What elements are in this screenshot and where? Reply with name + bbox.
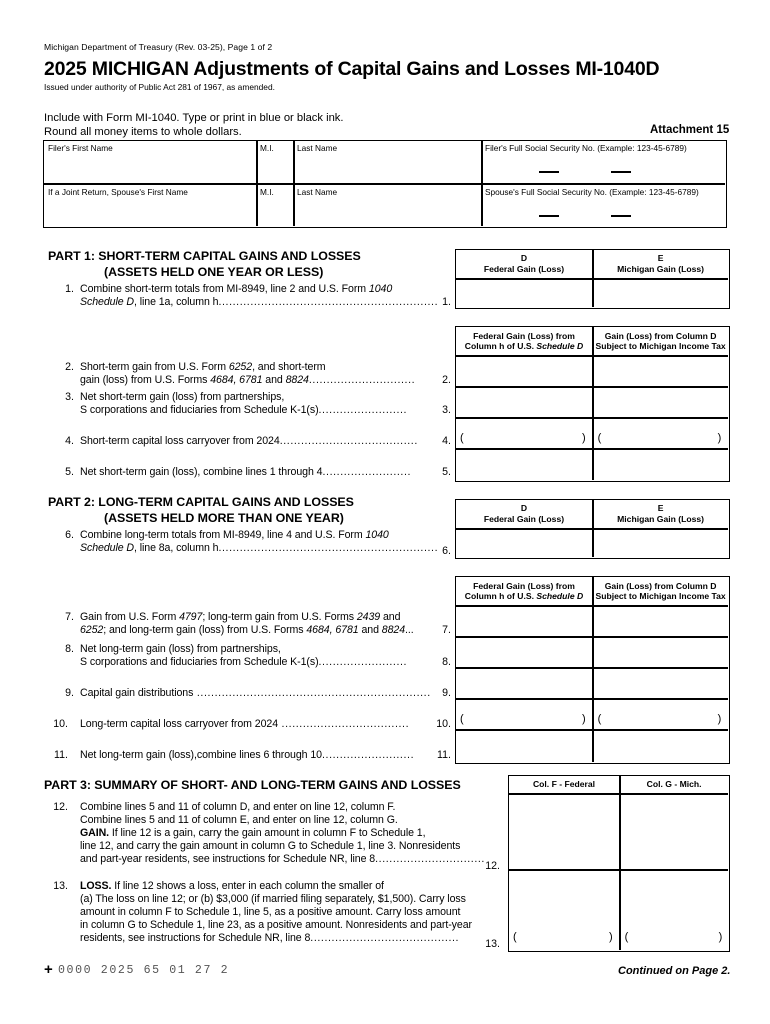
line-number: 1. [65,283,74,295]
paren-close: ) [717,712,722,725]
line-10-right-number: 10. [436,718,451,730]
paren-open: ( [597,431,602,444]
line-12-text-row2: Combine lines 5 and 11 of column E, and enter on line 12, column G. [80,814,398,826]
ssn-separator-dash [539,215,559,217]
spouse-ssn-label: Spouse's Full Social Security No. (Example: 123-45-6789) [485,186,699,197]
federal-col-line2: Column h of U.S. Schedule D [464,341,584,351]
michigan-col-line1: Gain (Loss) from Column D [604,330,717,341]
line-13-text-row5: residents, see instructions for Schedule NR, line 8.......................................... [80,932,460,944]
line-9-michigan-input[interactable] [594,669,728,698]
line-13-col-g-input[interactable] [621,871,728,950]
line-7-right-number: 7. [442,624,451,636]
line-8-text-row1: Net long-term gain (loss) from partnerships, [80,643,281,655]
line-12-text-row3 [80,827,425,839]
part1-col-d-header [456,253,592,274]
line-11-right-number: 11. [437,749,451,761]
line-2-text-row2: gain (loss) from U.S. Forms 4684, 6781 and 8824.............................. [80,374,416,386]
paren-open: ( [597,712,602,725]
michigan-col-line1: Gain (Loss) from Column D [604,580,717,591]
part2-heading: PART 2: LONG-TERM CAPITAL GAINS AND LOSSES [48,495,354,509]
department-line: Michigan Department of Treasury (Rev. 03-25), Page 1 of 2 [44,42,273,52]
line-13-text-row1 [80,880,384,892]
filer-first-name-field[interactable] [44,141,256,183]
line-2-michigan-input[interactable] [594,357,728,386]
line-number: 11. [54,749,68,761]
filer-last-name-field[interactable] [293,141,481,183]
include-instruction: Include with Form MI-1040. Type or print in blue or black ink. [44,112,344,124]
issued-authority-line: Issued under authority of Public Act 281 of 1967, as amended. [44,82,275,92]
part2-de-table [455,499,730,559]
spouse-last-name-field[interactable] [293,185,481,226]
line-number: 8. [65,643,74,655]
line-7-text-row2: 6252; and long-term gain (loss) from U.S. Forms 4684, 6781 and 8824... [80,624,414,636]
part3-heading: PART 3: SUMMARY OF SHORT- AND LONG-TERM GAINS AND LOSSES [44,778,461,792]
part2-col-d-header [456,503,592,524]
line-8-text-row2: S corporations and fiduciaries from Schedule K-1(s)......................... [80,656,408,668]
line-13-col-f-input[interactable] [509,871,619,950]
line-1-col-d-input[interactable] [456,280,592,307]
spouse-mi-field[interactable] [256,185,293,226]
line-6-text-row1: Combine long-term totals from MI-8949, line 4 and U.S. Form 1040 [80,529,389,541]
federal-col-line2: Column h of U.S. Schedule D [464,591,584,601]
line-5-michigan-input[interactable] [594,450,728,480]
line-10-text: Long-term capital loss carryover from 2024 .................................... [80,718,410,730]
line-9-federal-input[interactable] [456,669,592,698]
line-number: 10. [53,718,68,730]
federal-col-line1: Federal Gain (Loss) from [473,580,575,591]
col-d-label: Federal Gain (Loss) [483,513,565,524]
filer-ssn-label: Filer's Full Social Security No. (Example: 123-45-6789) [485,143,687,153]
part2-federal-col-header [456,581,592,602]
spouse-first-name-label: If a Joint Return, Spouse's First Name [48,186,188,197]
line-9-text: Capital gain distributions .................................................................. [80,687,431,699]
part1-michigan-col-header [594,331,728,352]
taxpayer-identification-grid [43,140,727,228]
part2-michigan-col-header [594,581,728,602]
col-d-letter: D [520,253,528,263]
line-8-federal-input[interactable] [456,638,592,667]
line-13-right-number: 13. [485,938,500,950]
line-6-text-row2: Schedule D, line 8a, column h.............................................................. [80,542,439,554]
line-4-federal-input[interactable] [456,419,592,448]
attachment-number: Attachment 15 [650,124,730,136]
line-13-loss-text: If line 12 shows a loss, enter in each column the smaller of [114,880,384,892]
line-1-right-number: 1. [442,296,451,308]
paren-open: ( [460,431,464,444]
line-6-col-e-input[interactable] [594,530,728,557]
filer-ssn-field[interactable] [481,141,725,183]
line-7-federal-input[interactable] [456,607,592,636]
line-8-right-number: 8. [442,656,451,668]
line-12-gain-text: If line 12 is a gain, carry the gain amount in column F to Schedule 1, [111,827,426,839]
spouse-first-name-field[interactable] [44,185,256,226]
line-5-text: Net short-term gain (loss), combine lines 1 through 4......................... [80,466,412,478]
line-number: 9. [65,687,74,699]
line-5-federal-input[interactable] [456,450,592,480]
filer-first-name-label: Filer's First Name [48,143,113,153]
col-d-letter: D [520,503,528,513]
line-6-col-d-input[interactable] [456,530,592,557]
spouse-ssn-field[interactable] [481,185,725,226]
part2-subheading: (ASSETS HELD MORE THAN ONE YEAR) [104,511,344,525]
line-6-right-number: 6. [442,545,451,557]
line-3-text-row1: Net short-term gain (loss) from partnerships, [80,391,285,403]
loss-keyword: LOSS. [80,880,112,892]
line-number: 5. [65,466,74,478]
col-e-label: Michigan Gain (Loss) [617,263,705,274]
line-3-text-row2: S corporations and fiduciaries from Schedule K-1(s)......................... [80,404,408,416]
col-d-label: Federal Gain (Loss) [483,263,565,274]
line-1-text-row2: Schedule D, line 1a, column h.............................................................. [80,296,439,308]
paren-open: ( [460,712,464,725]
part1-subheading: (ASSETS HELD ONE YEAR OR LESS) [104,265,324,279]
line-2-right-number: 2. [442,374,451,386]
paren-close: ) [609,930,613,943]
form-barcode-number: 0000 2025 65 01 27 2 [58,964,230,977]
plus-registration-mark: + [44,961,53,978]
part1-amount-table [455,326,730,482]
part1-heading: PART 1: SHORT-TERM CAPITAL GAINS AND LOSSES [48,249,361,263]
line-12-text-row5: and part-year residents, see instructions for Schedule NR, line 8............................... [80,853,485,865]
col-e-label: Michigan Gain (Loss) [617,513,705,524]
line-3-right-number: 3. [442,404,451,416]
ssn-separator-dash [539,171,559,173]
line-8-michigan-input[interactable] [594,638,728,667]
line-number: 3. [65,391,74,403]
paren-close: ) [582,712,586,725]
paren-open: ( [624,930,629,943]
part1-federal-col-header [456,331,592,352]
line-9-right-number: 9. [442,687,451,699]
part1-de-table [455,249,730,309]
line-number: 12. [53,801,68,813]
ssn-separator-dash [611,215,631,217]
line-11-michigan-input[interactable] [594,731,728,762]
col-e-letter: E [657,503,664,513]
ssn-separator-dash [611,171,631,173]
line-4-michigan-input[interactable] [594,419,728,448]
line-11-federal-input[interactable] [456,731,592,762]
part3-col-g-header: Col. G - Mich. [646,779,702,789]
paren-close: ) [718,930,723,943]
line-7-text-row1: Gain from U.S. Form 4797; long-term gain from U.S. Forms 2439 and [80,611,401,623]
line-12-col-f-input[interactable] [509,795,619,869]
rounding-instruction: Round all money items to whole dollars. [44,126,242,138]
line-number: 6. [65,529,74,541]
line-4-right-number: 4. [442,435,451,447]
spouse-mi-label: M.I. [260,186,274,197]
line-1-text-row1: Combine short-term totals from MI-8949, line 2 and U.S. Form 1040 [80,283,393,295]
line-10-federal-input[interactable] [456,700,592,729]
part2-col-e-header [594,503,728,524]
line-number: 7. [65,611,74,623]
filer-mi-field[interactable] [256,141,293,183]
spouse-last-name-label: Last Name [297,186,338,197]
page-title: 2025 MICHIGAN Adjustments of Capital Gains and Losses MI-1040D [44,58,660,80]
line-1-col-e-input[interactable] [594,280,728,307]
federal-col-line1: Federal Gain (Loss) from [473,330,575,341]
line-3-federal-input[interactable] [456,388,592,417]
part1-col-e-header [594,253,728,274]
line-3-michigan-input[interactable] [594,388,728,417]
col-e-letter: E [657,253,664,263]
filer-mi-label: M.I. [260,143,274,153]
line-number: 13. [53,880,68,892]
line-12-col-g-input[interactable] [621,795,728,869]
gain-keyword: GAIN. [80,827,110,839]
line-number: 2. [65,361,74,373]
michigan-col-line2: Subject to Michigan Income Tax [595,591,726,601]
michigan-col-line2: Subject to Michigan Income Tax [595,341,726,351]
paren-close: ) [717,431,722,444]
line-number: 4. [65,435,74,447]
line-7-michigan-input[interactable] [594,607,728,636]
line-2-text-row1: Short-term gain from U.S. Form 6252, and short-term [80,361,326,373]
line-10-michigan-input[interactable] [594,700,728,729]
line-5-right-number: 5. [442,466,451,478]
paren-close: ) [582,431,586,444]
line-11-text: Net long-term gain (loss),combine lines 6 through 10.......................... [80,749,415,761]
paren-open: ( [513,930,517,943]
line-12-text-row4: line 12, and carry the gain amount in column G to Schedule 1, line 3. Nonresidents [80,840,461,852]
part3-summary-table [508,775,730,952]
line-2-federal-input[interactable] [456,357,592,386]
line-12-right-number: 12. [485,860,500,872]
part2-amount-table [455,576,730,764]
line-13-text-row3: amount in column F to Schedule 1, line 5, as a positive amount. Carry loss amount [80,906,461,918]
line-12-text-row1: Combine lines 5 and 11 of column D, and enter on line 12, column F. [80,801,396,813]
continued-notice: Continued on Page 2. [618,965,731,977]
filer-last-name-label: Last Name [297,143,338,153]
line-13-text-row4: in column G to Schedule 1, line 23, as a positive amount. Nonresidents and part-year [80,919,472,931]
line-13-text-row2: (a) The loss on line 12; or (b) $3,000 (if married filing separately, $1,500). Carry loss [80,893,466,905]
line-4-text: Short-term capital loss carryover from 2024....................................... [80,435,418,447]
part3-col-f-header: Col. F - Federal [532,779,596,789]
